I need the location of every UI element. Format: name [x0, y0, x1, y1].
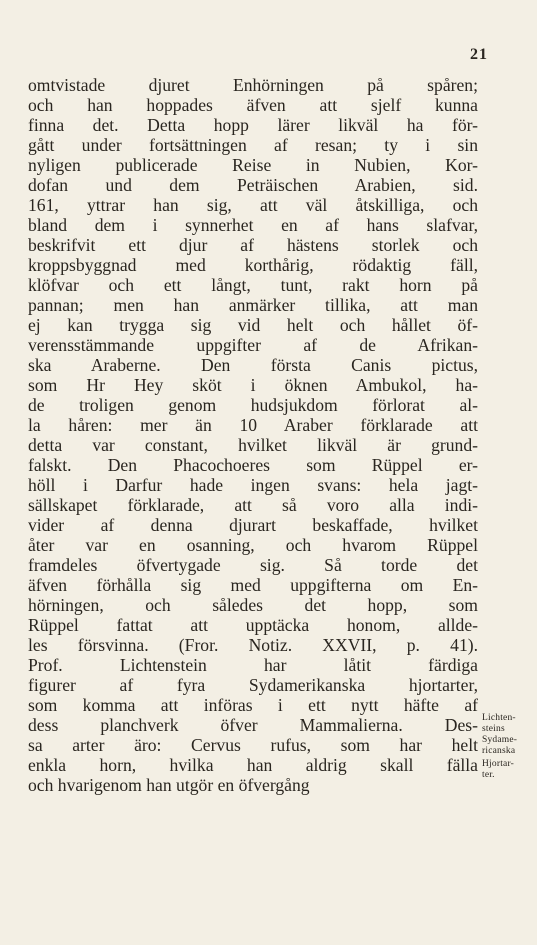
text-line: hörningen, och således det hopp, som — [28, 595, 478, 615]
text-line: sällskapet förklarade, att så voro alla indi- — [28, 495, 478, 515]
text-line: äfven förhålla sig med uppgifterna om En- — [28, 575, 478, 595]
margin-note-line: ricanska — [482, 746, 516, 756]
text-line: och han hoppades äfven att sjelf kunna — [28, 95, 478, 115]
text-line: les försvinna. (Fror. Notiz. XXVII, p. 41). — [28, 635, 478, 655]
margin-note-line: Lichten- — [482, 713, 516, 723]
text-line: verensstämmande uppgifter af de Afrikan- — [28, 335, 478, 355]
text-line: ska Araberne. Den första Canis pictus, — [28, 355, 478, 375]
text-line: la håren: mer än 10 Araber förklarade att — [28, 415, 478, 435]
text-line: sa arter äro: Cervus rufus, som har helt — [28, 735, 478, 755]
text-line: omtvistade djuret Enhörningen på spåren; — [28, 75, 478, 95]
margin-note-line: ter. — [482, 770, 495, 780]
text-line: åter var en osanning, och hvarom Rüppel — [28, 535, 478, 555]
margin-note-hjortarter — [482, 759, 536, 781]
body-text — [28, 75, 478, 795]
margin-note-line: steins — [482, 724, 505, 734]
text-line: dofan und dem Peträischen Arabien, sid. — [28, 175, 478, 195]
text-line: vider af denna djurart beskaffade, hvilket — [28, 515, 478, 535]
text-line: bland dem i synnerhet en af hans slafvar, — [28, 215, 478, 235]
text-line: dess planchverk öfver Mammalierna. Des- — [28, 715, 478, 735]
text-line: pannan; men han anmärker tillika, att man — [28, 295, 478, 315]
margin-note-line: Hjortar- — [482, 759, 515, 769]
text-line: 161, yttrar han sig, att väl åtskilliga, och — [28, 195, 478, 215]
text-line: klöfvar och ett långt, tunt, rakt horn på — [28, 275, 478, 295]
text-line: enkla horn, hvilka han aldrig skall fälla — [28, 755, 478, 775]
text-line: de troligen genom hudsjukdom förlorat al- — [28, 395, 478, 415]
text-line: figurer af fyra Sydamerikanska hjortarter, — [28, 675, 478, 695]
text-line: kroppsbyggnad med korthårig, rödaktig fäll, — [28, 255, 478, 275]
text-line: som Hr Hey sköt i öknen Ambukol, ha- — [28, 375, 478, 395]
text-line: detta var constant, hvilket likväl är grund- — [28, 435, 478, 455]
text-line: finna det. Detta hopp lärer likväl ha för- — [28, 115, 478, 135]
margin-note-line: Sydame- — [482, 735, 518, 745]
text-line: Rüppel fattat att upptäcka honom, allde- — [28, 615, 478, 635]
text-line: framdeles öfvertygade sig. Så torde det — [28, 555, 478, 575]
text-line: gått under fortsättningen af resan; ty i sin — [28, 135, 478, 155]
text-line: och hvarigenom han utgör en öfvergång — [28, 775, 310, 795]
text-line: Prof. Lichtenstein har låtit färdiga — [28, 655, 478, 675]
text-line: ej kan trygga sig vid helt och hållet öf- — [28, 315, 478, 335]
margin-note-lichtenstein — [482, 713, 536, 757]
text-line: beskrifvit ett djur af hästens storlek och — [28, 235, 478, 255]
text-line: falskt. Den Phacochoeres som Rüppel er- — [28, 455, 478, 475]
page-number: 21 — [470, 46, 488, 63]
text-line: höll i Darfur hade ingen svans: hela jagt- — [28, 475, 478, 495]
text-line: nyligen publicerade Reise in Nubien, Kor- — [28, 155, 478, 175]
text-line: som komma att införas i ett nytt häfte af — [28, 695, 478, 715]
